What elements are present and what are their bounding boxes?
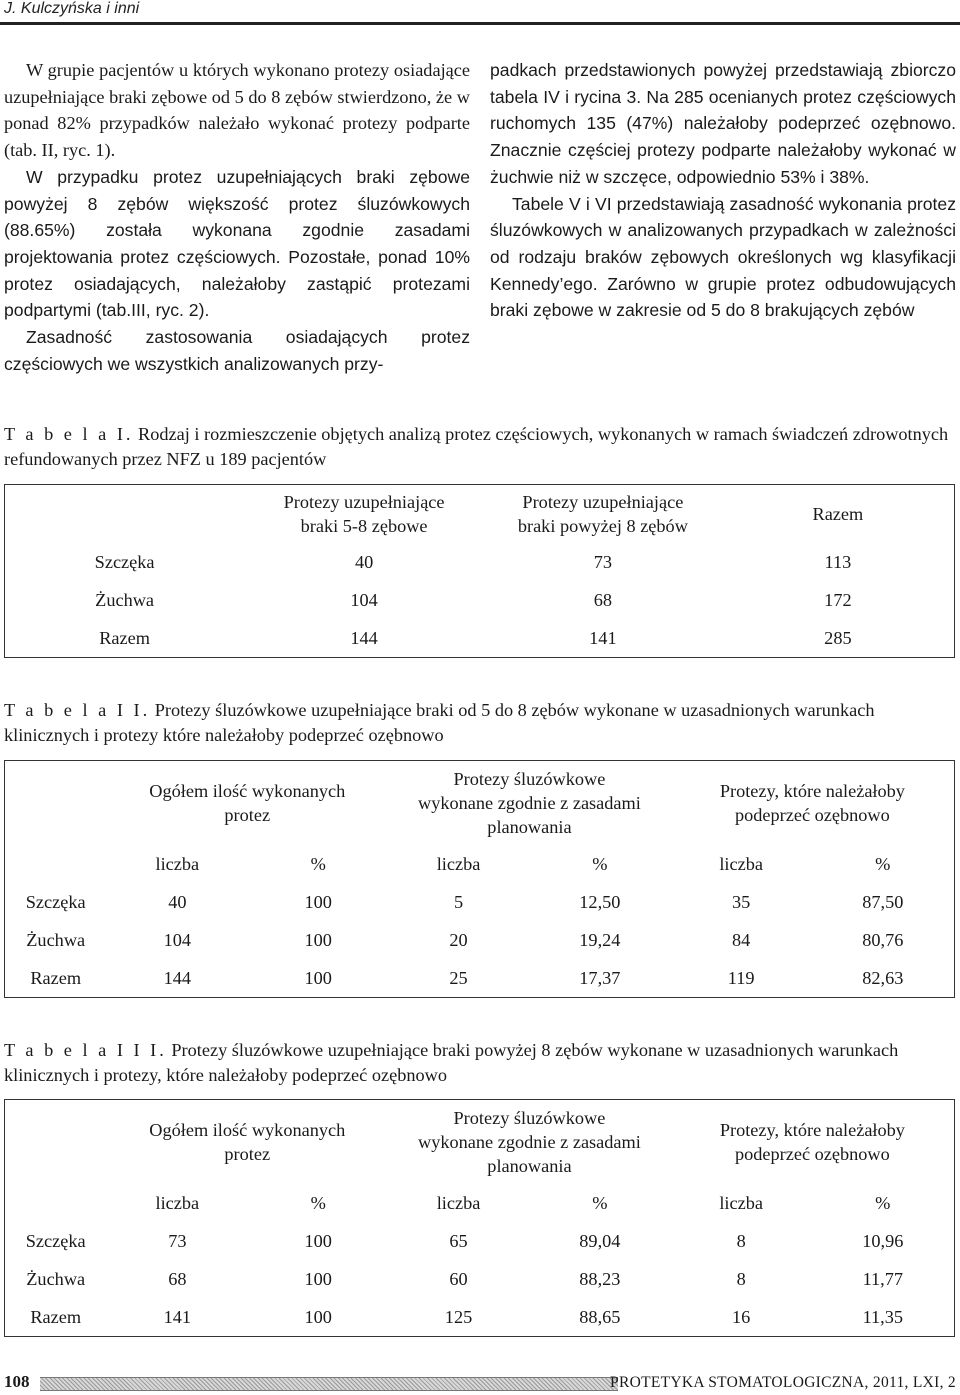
row-label: Żuchwa: [26, 1269, 86, 1289]
table-cell: 82,63: [862, 968, 904, 988]
table-subheader-row: [5, 1184, 955, 1222]
table-row: [5, 883, 955, 921]
sub-header: %: [875, 854, 891, 874]
table-row: [5, 1260, 955, 1298]
table-header-row: [5, 485, 955, 544]
header-rule: [0, 22, 960, 25]
table-cell: 100: [304, 1307, 332, 1327]
paragraph: W przypadku protez uzupełniających braki zębowe powyżej 8 zębów większość protez śluzówkowych (88.65%) została wykonana zgodnie zasadami projektowania protez częściowych. Pozostałe, ponad 10% protez osiadających, należałoby zastąpić protezami podpartymi (tab.III, ryc. 2).: [4, 166, 470, 321]
table-cell: 73: [168, 1231, 187, 1251]
table-cell: 10,96: [862, 1231, 904, 1251]
sub-header: %: [592, 1193, 608, 1213]
table-cell: 40: [168, 892, 187, 912]
column-header: Razem: [812, 504, 864, 524]
group-header: Protezy śluzówkowe wykonane zgodnie z zasadami planowania: [418, 769, 641, 837]
table1-caption-text: Rodzaj i rozmieszczenie objętych analizą protez częściowych, wykonanych w ramach świadczeń zdrowotnych refundowanych przez NFZ u 189 pacjentów: [4, 424, 949, 469]
table1-label: T a b e l a I.: [4, 424, 134, 444]
table-subheader-row: [5, 845, 955, 883]
table-cell: 68: [168, 1269, 187, 1289]
column-header: Protezy uzupełniające braki 5-8 zębowe: [283, 492, 445, 536]
table-cell: 100: [304, 968, 332, 988]
sub-header: liczba: [436, 1193, 481, 1213]
row-label: Razem: [99, 628, 150, 648]
table-cell: 11,35: [862, 1307, 904, 1327]
row-label: Szczęka: [25, 892, 86, 912]
table-cell: 65: [449, 1231, 468, 1251]
group-header: Protezy śluzówkowe wykonane zgodnie z zasadami planowania: [418, 1108, 641, 1176]
paragraph: padkach przedstawionych powyżej przedstawiają zbiorczo tabela IV i rycina 3. Na 285 ocenianych protez częściowych ruchomych 135 (47%) należałoby podeprzeć ozębnowo. Znacznie częściej protezy podparte należałoby wykonać w żuchwie niż w szczęce, odpowiednio 53% i 38%.: [490, 60, 956, 187]
column-header: [5, 485, 245, 544]
table-cell: 104: [163, 930, 192, 950]
table-cell: 16: [732, 1307, 751, 1327]
sub-header: %: [310, 1193, 326, 1213]
table-cell: 25: [449, 968, 468, 988]
table-cell: 125: [444, 1307, 473, 1327]
table-cell: 84: [732, 930, 751, 950]
page-number: 108: [4, 1372, 30, 1391]
table-cell: 100: [304, 892, 332, 912]
table-cell: 100: [304, 930, 332, 950]
table-cell: 100: [304, 1231, 332, 1251]
table-cell: 60: [449, 1269, 468, 1289]
table-row: [5, 581, 955, 619]
group-header: Protezy, które należałoby podeprzeć ozębnowo: [719, 1120, 905, 1164]
row-label: Żuchwa: [95, 590, 155, 610]
journal-footer: PROTETYKA STOMATOLOGICZNA, 2011, LXI, 2: [610, 1374, 956, 1391]
table3: [4, 1099, 955, 1337]
empty-corner-cell: [5, 761, 107, 884]
table-cell: 144: [350, 628, 378, 648]
row-label: Szczęka: [94, 552, 155, 572]
sub-header: liczba: [719, 854, 763, 874]
left-text-column: [4, 57, 470, 377]
row-label: Szczęka: [25, 1231, 86, 1251]
table-cell: 141: [163, 1307, 192, 1327]
table-cell: 88,65: [579, 1307, 621, 1327]
table-cell: 87,50: [862, 892, 904, 912]
table3-label: T a b e l a I I I.: [4, 1040, 167, 1060]
sub-header: %: [310, 854, 326, 874]
table-cell: 8: [736, 1231, 746, 1251]
sub-header: %: [875, 1193, 891, 1213]
table-cell: 113: [824, 552, 852, 572]
running-head: J. Kulczyńska i inni: [4, 0, 140, 17]
table1: [4, 484, 955, 658]
paragraph: Zasadność zastosowania osiadających protez częściowych we wszystkich analizowanych przy-: [4, 327, 470, 374]
table-cell: 100: [304, 1269, 332, 1289]
group-header: Ogółem ilość wykonanych protez: [149, 781, 346, 825]
right-text-column: [490, 57, 956, 324]
row-label: Żuchwa: [26, 930, 86, 950]
sub-header: %: [592, 854, 608, 874]
table-cell: 119: [727, 968, 755, 988]
sub-header: liczba: [155, 1193, 200, 1213]
table-group-header-row: [5, 761, 955, 846]
table-cell: 68: [593, 590, 613, 610]
table-cell: 172: [824, 590, 852, 610]
paragraph: W grupie pacjentów u których wykonano protezy osiadające uzupełniające braki zębowe od 5 do 8 zębów stwierdzono, że w ponad 82% przypadków należało wykonać protezy podparte (tab. II, ryc. 1).: [4, 60, 470, 161]
table3-caption-text: Protezy śluzówkowe uzupełniające braki powyżej 8 zębów wykonane w uzasadnionych warunkach klinicznych i protezy, które należałoby podeprzeć ozębnowo: [4, 1040, 899, 1085]
table-cell: 89,04: [579, 1231, 621, 1251]
group-header: Protezy, które należałoby podeprzeć ozębnowo: [719, 781, 905, 825]
row-label: Razem: [30, 968, 82, 988]
table-row: [5, 959, 955, 998]
table-row: [5, 921, 955, 959]
table2: [4, 760, 955, 998]
table-cell: 144: [163, 968, 192, 988]
sub-header: liczba: [155, 854, 200, 874]
table2-label: T a b e l a I I.: [4, 700, 151, 720]
table3-caption: [4, 1038, 956, 1088]
table-cell: 73: [593, 552, 613, 572]
empty-corner-cell: [5, 1100, 107, 1223]
table-group-header-row: [5, 1100, 955, 1185]
table-row: [5, 1222, 955, 1260]
table-row: [5, 619, 955, 658]
row-label: Razem: [30, 1307, 82, 1327]
table-cell: 19,24: [579, 930, 621, 950]
group-header: Ogółem ilość wykonanych protez: [149, 1120, 346, 1164]
table-cell: 20: [449, 930, 468, 950]
table2-caption: [4, 698, 956, 748]
table-cell: 8: [736, 1269, 746, 1289]
table-cell: 285: [824, 628, 852, 648]
paragraph: Tabele V i VI przedstawiają zasadność wykonania protez śluzówkowych w analizowanych przypadkach w zależności od rodzaju braków zębowych określonych wg klasyfikacji Kennedy’ego. Zarówno w grupie protez odbudowujących braki zębowe w zakresie od 5 do 8 brakujących zębów: [490, 193, 956, 321]
table-cell: 80,76: [862, 930, 904, 950]
sub-header: liczba: [719, 1193, 763, 1213]
table-cell: 40: [354, 552, 374, 572]
table-cell: 88,23: [579, 1269, 621, 1289]
sub-header: liczba: [436, 854, 481, 874]
table-cell: 35: [732, 892, 751, 912]
column-header: Protezy uzupełniające braki powyżej 8 zębów: [517, 492, 688, 536]
table-cell: 17,37: [579, 968, 621, 988]
table-row: [5, 1298, 955, 1337]
table-row: [5, 543, 955, 581]
table2-caption-text: Protezy śluzówkowe uzupełniające braki od 5 do 8 zębów wykonane w uzasadnionych warunkach klinicznych i protezy które należałoby podeprzeć ozębnowo: [4, 700, 875, 745]
table-cell: 5: [453, 892, 464, 912]
table-cell: 141: [589, 628, 617, 648]
table1-caption: [4, 422, 956, 472]
footer-decorative-bar: [40, 1377, 618, 1391]
table-cell: 12,50: [579, 892, 621, 912]
table-cell: 104: [350, 590, 378, 610]
table-cell: 11,77: [862, 1269, 904, 1289]
